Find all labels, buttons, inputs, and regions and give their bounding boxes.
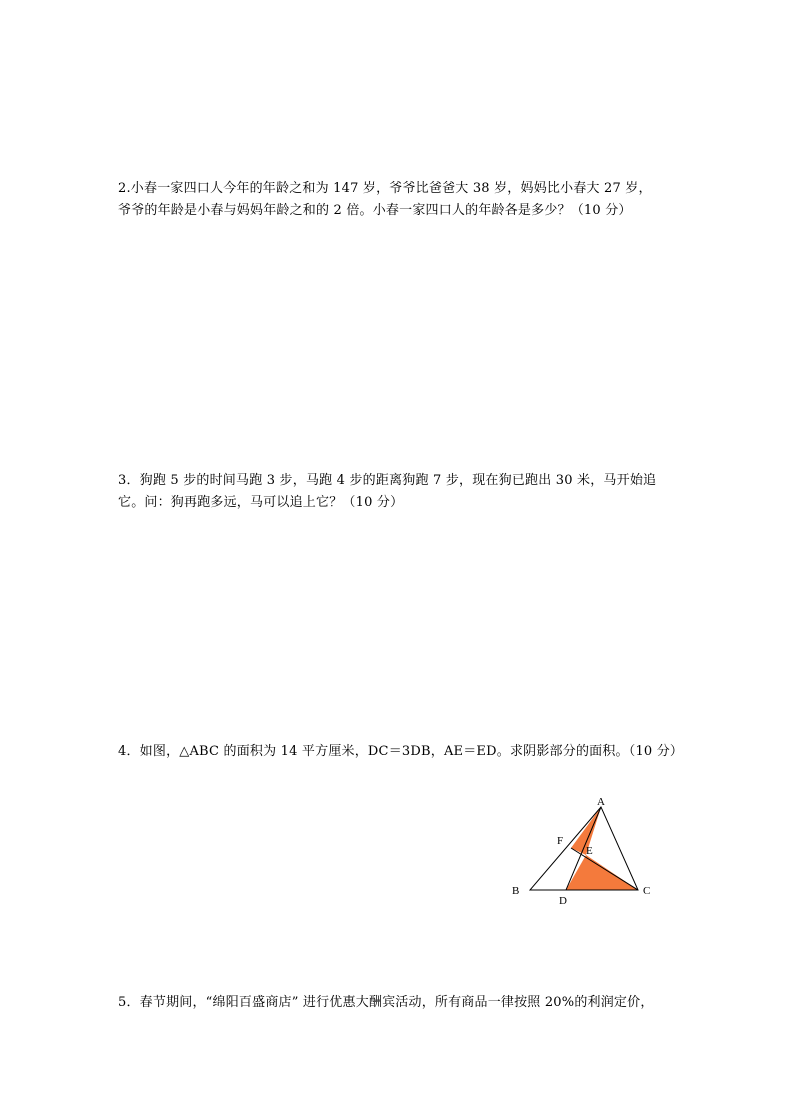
label-e: E <box>586 845 593 857</box>
label-c: C <box>643 885 651 897</box>
label-b: B <box>512 885 520 897</box>
problem-2-line-1: 2.小春一家四口人今年的年龄之和为 147 岁，爷爷比爸爸大 38 岁，妈妈比小春大 27 岁， <box>118 181 652 196</box>
label-d: D <box>559 895 567 907</box>
triangle-figure <box>505 795 665 910</box>
problem-5-line-1: 5．春节期间，“绵阳百盛商店” 进行优惠大酬宾活动，所有商品一律按照 20%的利润定价， <box>118 995 654 1010</box>
problem-4-line-1: 4．如图，△ABC 的面积为 14 平方厘米，DC＝3DB，AE＝ED。求阴影部分的面积。（10 分） <box>118 744 684 759</box>
problem-3-line-2: 它。问：狗再跑多远，马可以追上它？（10 分） <box>118 495 404 510</box>
shaded-triangle-DEC <box>566 855 638 890</box>
problem-2-line-2: 爷爷的年龄是小春与妈妈年龄之和的 2 倍。小春一家四口人的年龄各是多少？（10 分） <box>118 203 632 218</box>
problem-3-line-1: 3．狗跑 5 步的时间马跑 3 步，马跑 4 步的距离狗跑 7 步，现在狗已跑出 30 米，马开始追 <box>118 473 657 488</box>
label-a: A <box>597 796 605 808</box>
label-f: F <box>557 835 564 847</box>
